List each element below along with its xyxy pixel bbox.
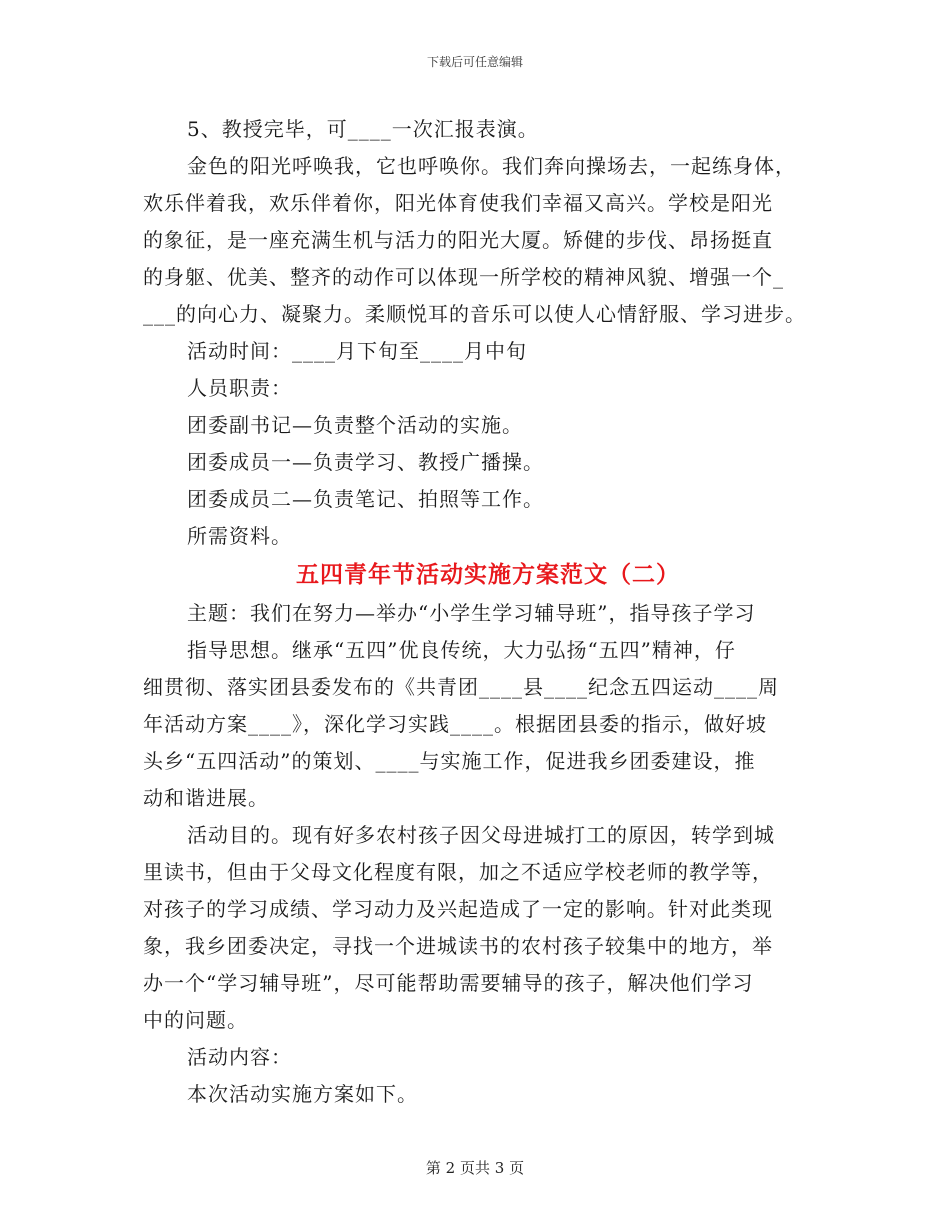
paragraph-line: 活动目的。现有好多农村孩子因父母进城打工的原因，转学到城 <box>187 823 775 847</box>
paragraph-line: 中的问题。 <box>143 1008 248 1032</box>
paragraph-line: 细贯彻、落实团县委发布的《共青团____县____纪念五四运动____周 <box>143 675 779 699</box>
document-body <box>143 111 823 1113</box>
paragraph-line: 5、教授完毕，可____一次汇报表演。 <box>187 117 539 141</box>
page-header: 下载后可任意编辑 <box>426 55 523 69</box>
paragraph-line: 的身躯、优美、整齐的动作可以体现一所学校的精神风貌、增强一个_ <box>143 265 784 289</box>
activity-content-heading: 活动内容： <box>187 1045 292 1069</box>
activity-time-line: 活动时间：____月下旬至____月中旬 <box>187 339 527 363</box>
duty-line: 团委成员二—负责笔记、拍照等工作。 <box>187 487 544 511</box>
paragraph-line: 办一个“学习辅导班”，尽可能帮助需要辅导的孩子，解决他们学习 <box>143 971 754 995</box>
paragraph-line: 对孩子的学习成绩、学习动力及兴起造成了一定的影响。针对此类现 <box>143 897 773 921</box>
paragraph-line: 动和谐进展。 <box>143 786 269 810</box>
theme-line: 主题：我们在努力—举办“小学生学习辅导班”，指导孩子学习 <box>187 601 756 625</box>
paragraph-line: 头乡“五四活动”的策划、____与实施工作，促进我乡团委建设，推 <box>143 749 756 773</box>
paragraph-line: 指导思想。继承“五四”优良传统，大力弘扬“五四”精神，仔 <box>187 638 736 662</box>
paragraph-line: 欢乐伴着我，欢乐伴着你，阳光体育使我们幸福又高兴。学校是阳光 <box>143 191 773 215</box>
paragraph-line: 象，我乡团委决定，寻找一个进城读书的农村孩子较集中的地方，举 <box>143 934 773 958</box>
materials-line: 所需资料。 <box>187 524 292 548</box>
paragraph-line: 里读书，但由于父母文化程度有限，加之不适应学校老师的教学等， <box>143 860 773 884</box>
duty-line: 团委成员一—负责学习、教授广播操。 <box>187 450 544 474</box>
section-title: 五四青年节活动实施方案范文（二） <box>296 562 680 588</box>
paragraph-line: 本次活动实施方案如下。 <box>187 1082 418 1106</box>
paragraph-line: 金色的阳光呼唤我，它也呼唤你。我们奔向操场去，一起练身体， <box>187 154 796 178</box>
paragraph-line: 年活动方案____》，深化学习实践____。根据团县委的指示，做好坡 <box>143 712 767 736</box>
paragraph-line: 的象征，是一座充满生机与活力的阳光大厦。矫健的步伐、昂扬挺直 <box>143 228 773 252</box>
staff-duties-heading: 人员职责： <box>187 376 292 400</box>
duty-line: 团委副书记—负责整个活动的实施。 <box>187 413 523 437</box>
page-footer: 第 2 页共 3 页 <box>425 1159 525 1177</box>
paragraph-line: ___的向心力、凝聚力。柔顺悦耳的音乐可以使人心情舒服、学习进步。 <box>143 302 806 326</box>
